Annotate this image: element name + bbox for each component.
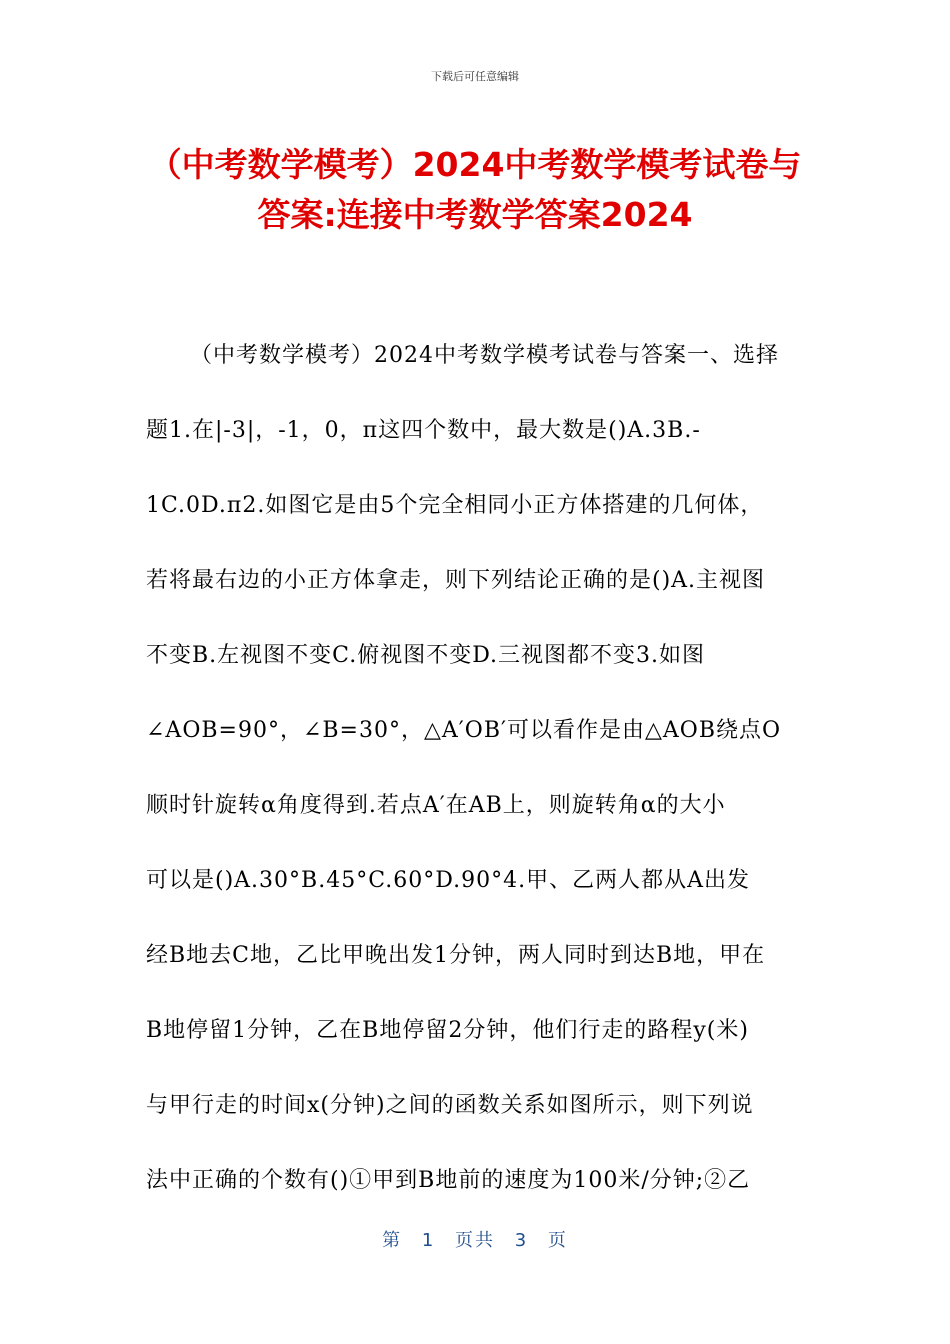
footer-current-page: 1 [421, 1230, 436, 1251]
body-line: 经B地去C地，乙比甲晚出发1分钟，两人同时到达B地，甲在 [146, 943, 766, 968]
header-note: 下载后可任意编辑 [431, 70, 519, 83]
footer-suffix: 页 [547, 1230, 568, 1251]
body-line: ∠AOB=90°，∠B=30°，△A′OB′可以看作是由△AOB绕点O [146, 718, 782, 743]
page-footer [0, 1226, 950, 1252]
footer-total-pages: 3 [514, 1230, 529, 1251]
body-line: 不变B.左视图不变C.俯视图不变D.三视图都不变3.如图 [146, 643, 706, 668]
body-line: 法中正确的个数有()①甲到B地前的速度为100米/分钟;②乙 [146, 1168, 751, 1193]
title-line-1: （中考数学模考）2024中考数学模考试卷与 [148, 145, 802, 184]
footer-middle: 页共 [455, 1230, 495, 1251]
title-line-2: 答案:连接中考数学答案2024 [257, 195, 693, 234]
body-line: 若将最右边的小正方体拿走，则下列结论正确的是()A.主视图 [146, 568, 766, 593]
body-text [146, 318, 806, 1218]
body-line: B地停留1分钟，乙在B地停留2分钟，他们行走的路程y(米) [146, 1018, 749, 1043]
body-line: 顺时针旋转α角度得到.若点A′在AB上，则旋转角α的大小 [146, 793, 726, 818]
footer-prefix: 第 [382, 1230, 403, 1251]
body-line: 题1.在|-3|，-1，0，π这四个数中，最大数是()A.3B.- [146, 418, 701, 443]
document-title [60, 140, 890, 240]
body-line: 与甲行走的时间x(分钟)之间的函数关系如图所示，则下列说 [146, 1093, 754, 1118]
body-line: 可以是()A.30°B.45°C.60°D.90°4.甲、乙两人都从A出发 [146, 868, 750, 893]
body-line: 1C.0D.π2.如图它是由5个完全相同小正方体搭建的几何体， [146, 493, 764, 518]
body-line: （中考数学模考）2024中考数学模考试卷与答案一、选择 [190, 343, 779, 368]
